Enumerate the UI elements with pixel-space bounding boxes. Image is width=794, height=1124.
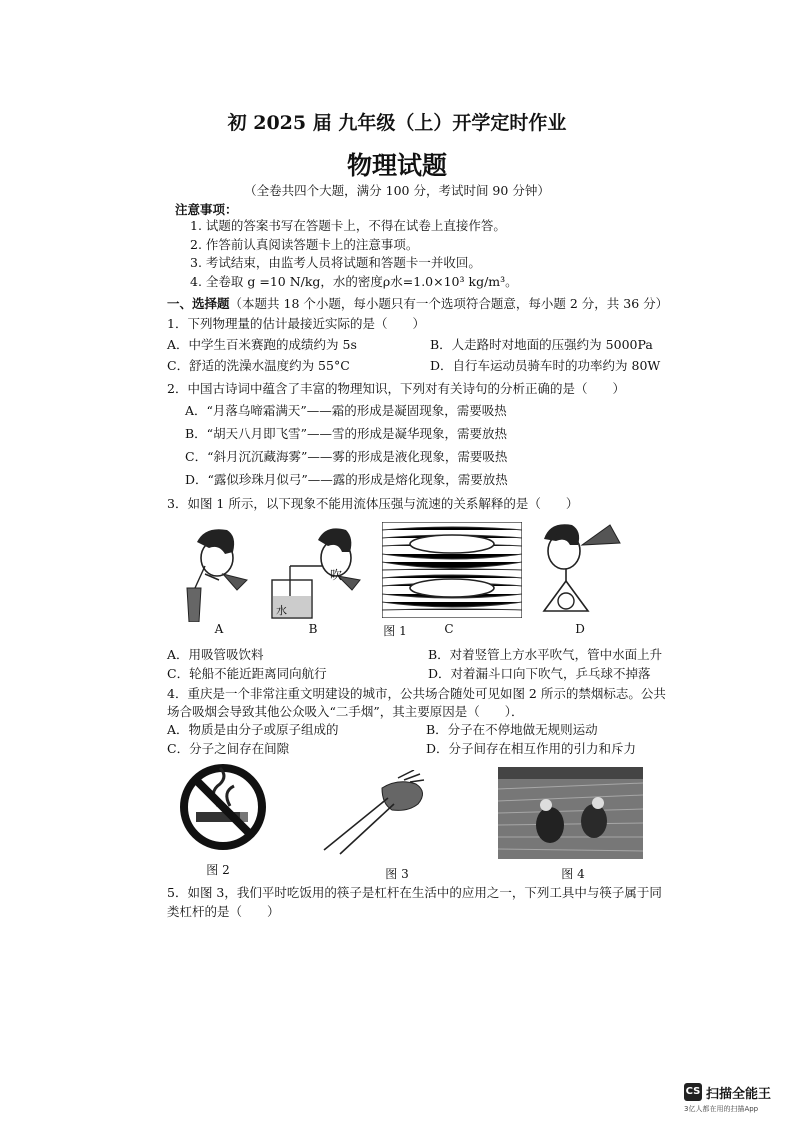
section-heading — [167, 294, 668, 312]
photo-figure — [498, 767, 643, 859]
option-b: B．“胡天八月即飞雪”——雪的形成是凝华现象，需要放热 — [185, 426, 507, 441]
figure-label: 图 2 — [206, 863, 230, 877]
exam-info: （全卷共四个大题，满分 100 分，考试时间 90 分钟） — [244, 183, 550, 198]
option-b: B．人走路时对地面的压强约为 5000Pa — [430, 337, 653, 352]
note-item: 3. 考试结束，由监考人员将试题和答题卡一并收回。 — [190, 255, 481, 270]
option-d: D．自行车运动员骑车时的功率约为 80W — [430, 358, 661, 373]
subject-title: 物理试题 — [346, 151, 447, 180]
no-smoking-icon — [178, 762, 268, 852]
figure-label: D — [575, 622, 585, 636]
figure-label: C — [444, 622, 454, 636]
question-stem: 3．如图 1 所示，以下现象不能用流体压强与流速的关系解释的是（ ） — [167, 496, 579, 511]
option-b: B．对着竖管上方水平吹气，管中水面上升 — [428, 647, 663, 662]
option-a: A．中学生百米赛跑的成绩约为 5s — [167, 337, 357, 352]
option-b: B．分子在不停地做无规则运动 — [426, 722, 598, 737]
option-a: A．物质是由分子或原子组成的 — [167, 722, 339, 737]
option-c: C．舒适的洗澡水温度约为 55°C — [167, 358, 350, 373]
blow-label: 吹 — [330, 568, 343, 582]
question-stem: 4．重庆是一个非常注重文明建设的城市，公共场合随处可见如图 2 所示的禁烟标志。公共 — [167, 686, 666, 701]
question-stem: 类杠杆的是（ ） — [167, 904, 280, 919]
option-c: C．“斜月沉沉藏海雾”——雾的形成是液化现象，需要吸热 — [185, 449, 508, 464]
option-d: D．“露似珍珠月似弓”——露的形成是熔化现象，需要放热 — [185, 472, 508, 487]
question-stem: 2．中国古诗词中蕴含了丰富的物理知识，下列对有关诗句的分析正确的是（ ） — [167, 381, 625, 396]
chopsticks-figure — [318, 770, 438, 855]
camscanner-logo-icon: CS — [684, 1083, 702, 1101]
question-stem: 1．下列物理量的估计最接近实际的是（ ） — [167, 316, 425, 331]
figure-label: B — [308, 622, 318, 636]
figure-label: 图 3 — [385, 867, 409, 881]
note-item: 2. 作答前认真阅读答题卡上的注意事项。 — [190, 237, 419, 252]
section-title: 一、选择题 — [167, 296, 230, 311]
question-stem: 5．如图 3，我们平时吃饭用的筷子是杠杆在生活中的应用之一，下列工具中与筷子属于同 — [167, 885, 662, 900]
figure-label: A — [214, 622, 224, 636]
option-c: C．轮船不能近距离同向航行 — [167, 666, 327, 681]
option-c: C．分子之间存在间隙 — [167, 741, 290, 756]
figure-label: 图 4 — [561, 867, 585, 881]
watermark-tagline: 3亿人都在用的扫描App — [684, 1105, 759, 1113]
note-item: 4. 全卷取 g =10 N/kg，水的密度ρ水=1.0×10³ kg/m³。 — [190, 274, 518, 289]
exam-title: 初 2025 届 九年级（上）开学定时作业 — [227, 112, 567, 134]
option-d: D．分子间存在相互作用的引力和斥力 — [426, 741, 637, 756]
figure-1c-ships — [382, 522, 522, 618]
figure-1a-straw-drinking — [175, 522, 265, 622]
notes-heading: 注意事项： — [175, 202, 238, 217]
section-desc: （本题共 18 个小题，每小题只有一个选项符合题意，每小题 2 分，共 36 分） — [229, 296, 669, 311]
watermark-brand: 扫描全能王 — [706, 1087, 772, 1102]
question-stem: 场合吸烟会导致其他公众吸入“二手烟”，其主要原因是（ ）． — [167, 704, 524, 719]
option-a: A．用吸管吸饮料 — [167, 647, 264, 662]
option-a: A．“月落乌啼霜满天”——霜的形成是凝固现象，需要吸热 — [185, 403, 507, 418]
figure-label: 图 1 — [383, 624, 407, 638]
option-d: D．对着漏斗口向下吹气，乒乓球不掉落 — [428, 666, 651, 681]
note-item: 1. 试题的答案书写在答题卡上，不得在试卷上直接作答。 — [190, 218, 506, 233]
figure-1d-funnel — [532, 515, 627, 620]
water-label: 水 — [276, 604, 287, 617]
